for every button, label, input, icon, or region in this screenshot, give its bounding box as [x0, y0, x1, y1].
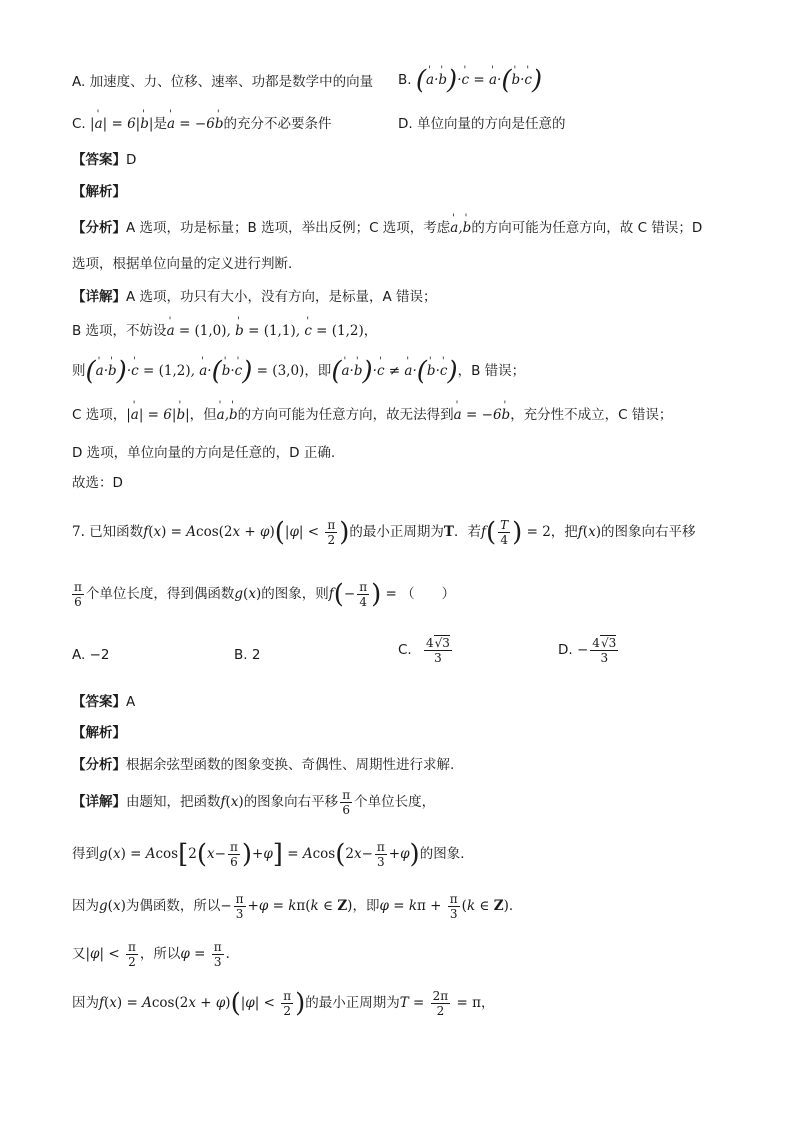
q7-xiangjie-3: 因为g(x)为偶函数，所以− $\frac{\pi}{3}$ +φ = kπ(k ∈ Z)，即φ = kπ + $\frac{\pi}{3}$ (k ∈ Z)． [72, 892, 523, 921]
q7-option-b: B. 2 [234, 647, 261, 663]
q7-answer: 【答案】A [72, 694, 136, 710]
q6-conclusion: 故选：D [72, 475, 123, 491]
q7-xiangjie-5: 因为f(x) = Acos(2x + φ)(|φ| < $\frac{\pi}{2}$ )的最小正周期为T = $\frac{2\pi}{2}$ = π， [72, 988, 495, 1019]
q6-fenxi-cont: 选项，根据单位向量的定义进行判断. [72, 256, 293, 272]
q7-option-a: A. −2 [72, 647, 110, 663]
q7-xiangjie-2: 得到g(x) = Acos[2(x− $\frac{\pi}{6}$ )+φ] = Acos(2x− $\frac{\pi}{3}$ +φ)的图象． [72, 839, 474, 870]
q6-xiangjie-d: D 选项，单位向量的方向是任意的，D 正确. [72, 445, 336, 461]
q6-option-a: A. 加速度、力、位移、速率、功都是数学中的向量 [72, 74, 374, 90]
q7-xiangjie-1: 【详解】由题知，把函数f(x)的图象向右平移 $\frac{\pi}{6}$ 个单位长度， [72, 788, 436, 817]
q6-option-b: B. (' a·' b)·' c = ' a·(' b·' c) [398, 70, 542, 91]
q7-xiangjie-4: 又|φ| < $\frac{\pi}{2}$ ，所以φ = $\frac{\pi}{3}$ ． [72, 940, 240, 969]
q7-option-d: D. − $\frac{4√3}{3}$ [558, 636, 617, 665]
q7-option-c: C. $\frac{4√3}{3}$ [398, 636, 450, 665]
q6-answer: 【答案】D [72, 152, 137, 168]
q6-option-d: D. 单位向量的方向是任意的 [398, 116, 566, 132]
q6-option-c-label: C. [72, 116, 86, 132]
q6-fenxi: 【分析】A 选项，功是标量；B 选项，举出反例；C 选项，考虑' a,' b的方向可能为任意方向，故 C 错误；D [72, 218, 734, 238]
q6-xiangjie-b: B 选项，不妨设' a = (1,0), ' b = (1,1), ' c = (1,2)， [72, 321, 734, 341]
q6-option-c: C. |' a| = 6|' b|是' a = −6' b的充分不必要条件 [72, 114, 331, 134]
q7-stem-line2: $\frac{\pi}{6}$ 个单位长度，得到偶函数g(x)的图象，则f(− $\frac{\pi}{4}$ ) = （ ） [74, 579, 456, 610]
q6-analysis-heading: 【解析】 [72, 184, 126, 200]
q6-xiangjie-b2: 则(' a·' b)·' c = (1,2), ' a·(' b·' c) = (3,0)，即(' a·' b)·' c ≠ ' a·(' b·' c)，B 错误； [72, 361, 734, 382]
q6-xiangjie-a: 【详解】A 选项，功只有大小，没有方向，是标量，A 错误； [72, 289, 437, 305]
q6-xiangjie-c: C 选项，|' a| = 6|' b|，但' a,' b的方向可能为任意方向，故无法得到' a = −6' b，充分性不成立，C 错误； [72, 405, 734, 425]
q7-stem-line1: 7. 已知函数f(x) = Acos(2x + φ)(|φ| < $\frac{\pi}{2}$ )的最小正周期为T．若f( $\frac{T}{4}$ ) = 2，把f(x)的图象向右平移 [72, 517, 696, 548]
q7-fenxi: 【分析】根据余弦型函数的图象变换、奇偶性、周期性进行求解. [72, 757, 455, 773]
q7-analysis-heading: 【解析】 [72, 725, 126, 741]
q6-option-b-label: B. [398, 72, 412, 88]
